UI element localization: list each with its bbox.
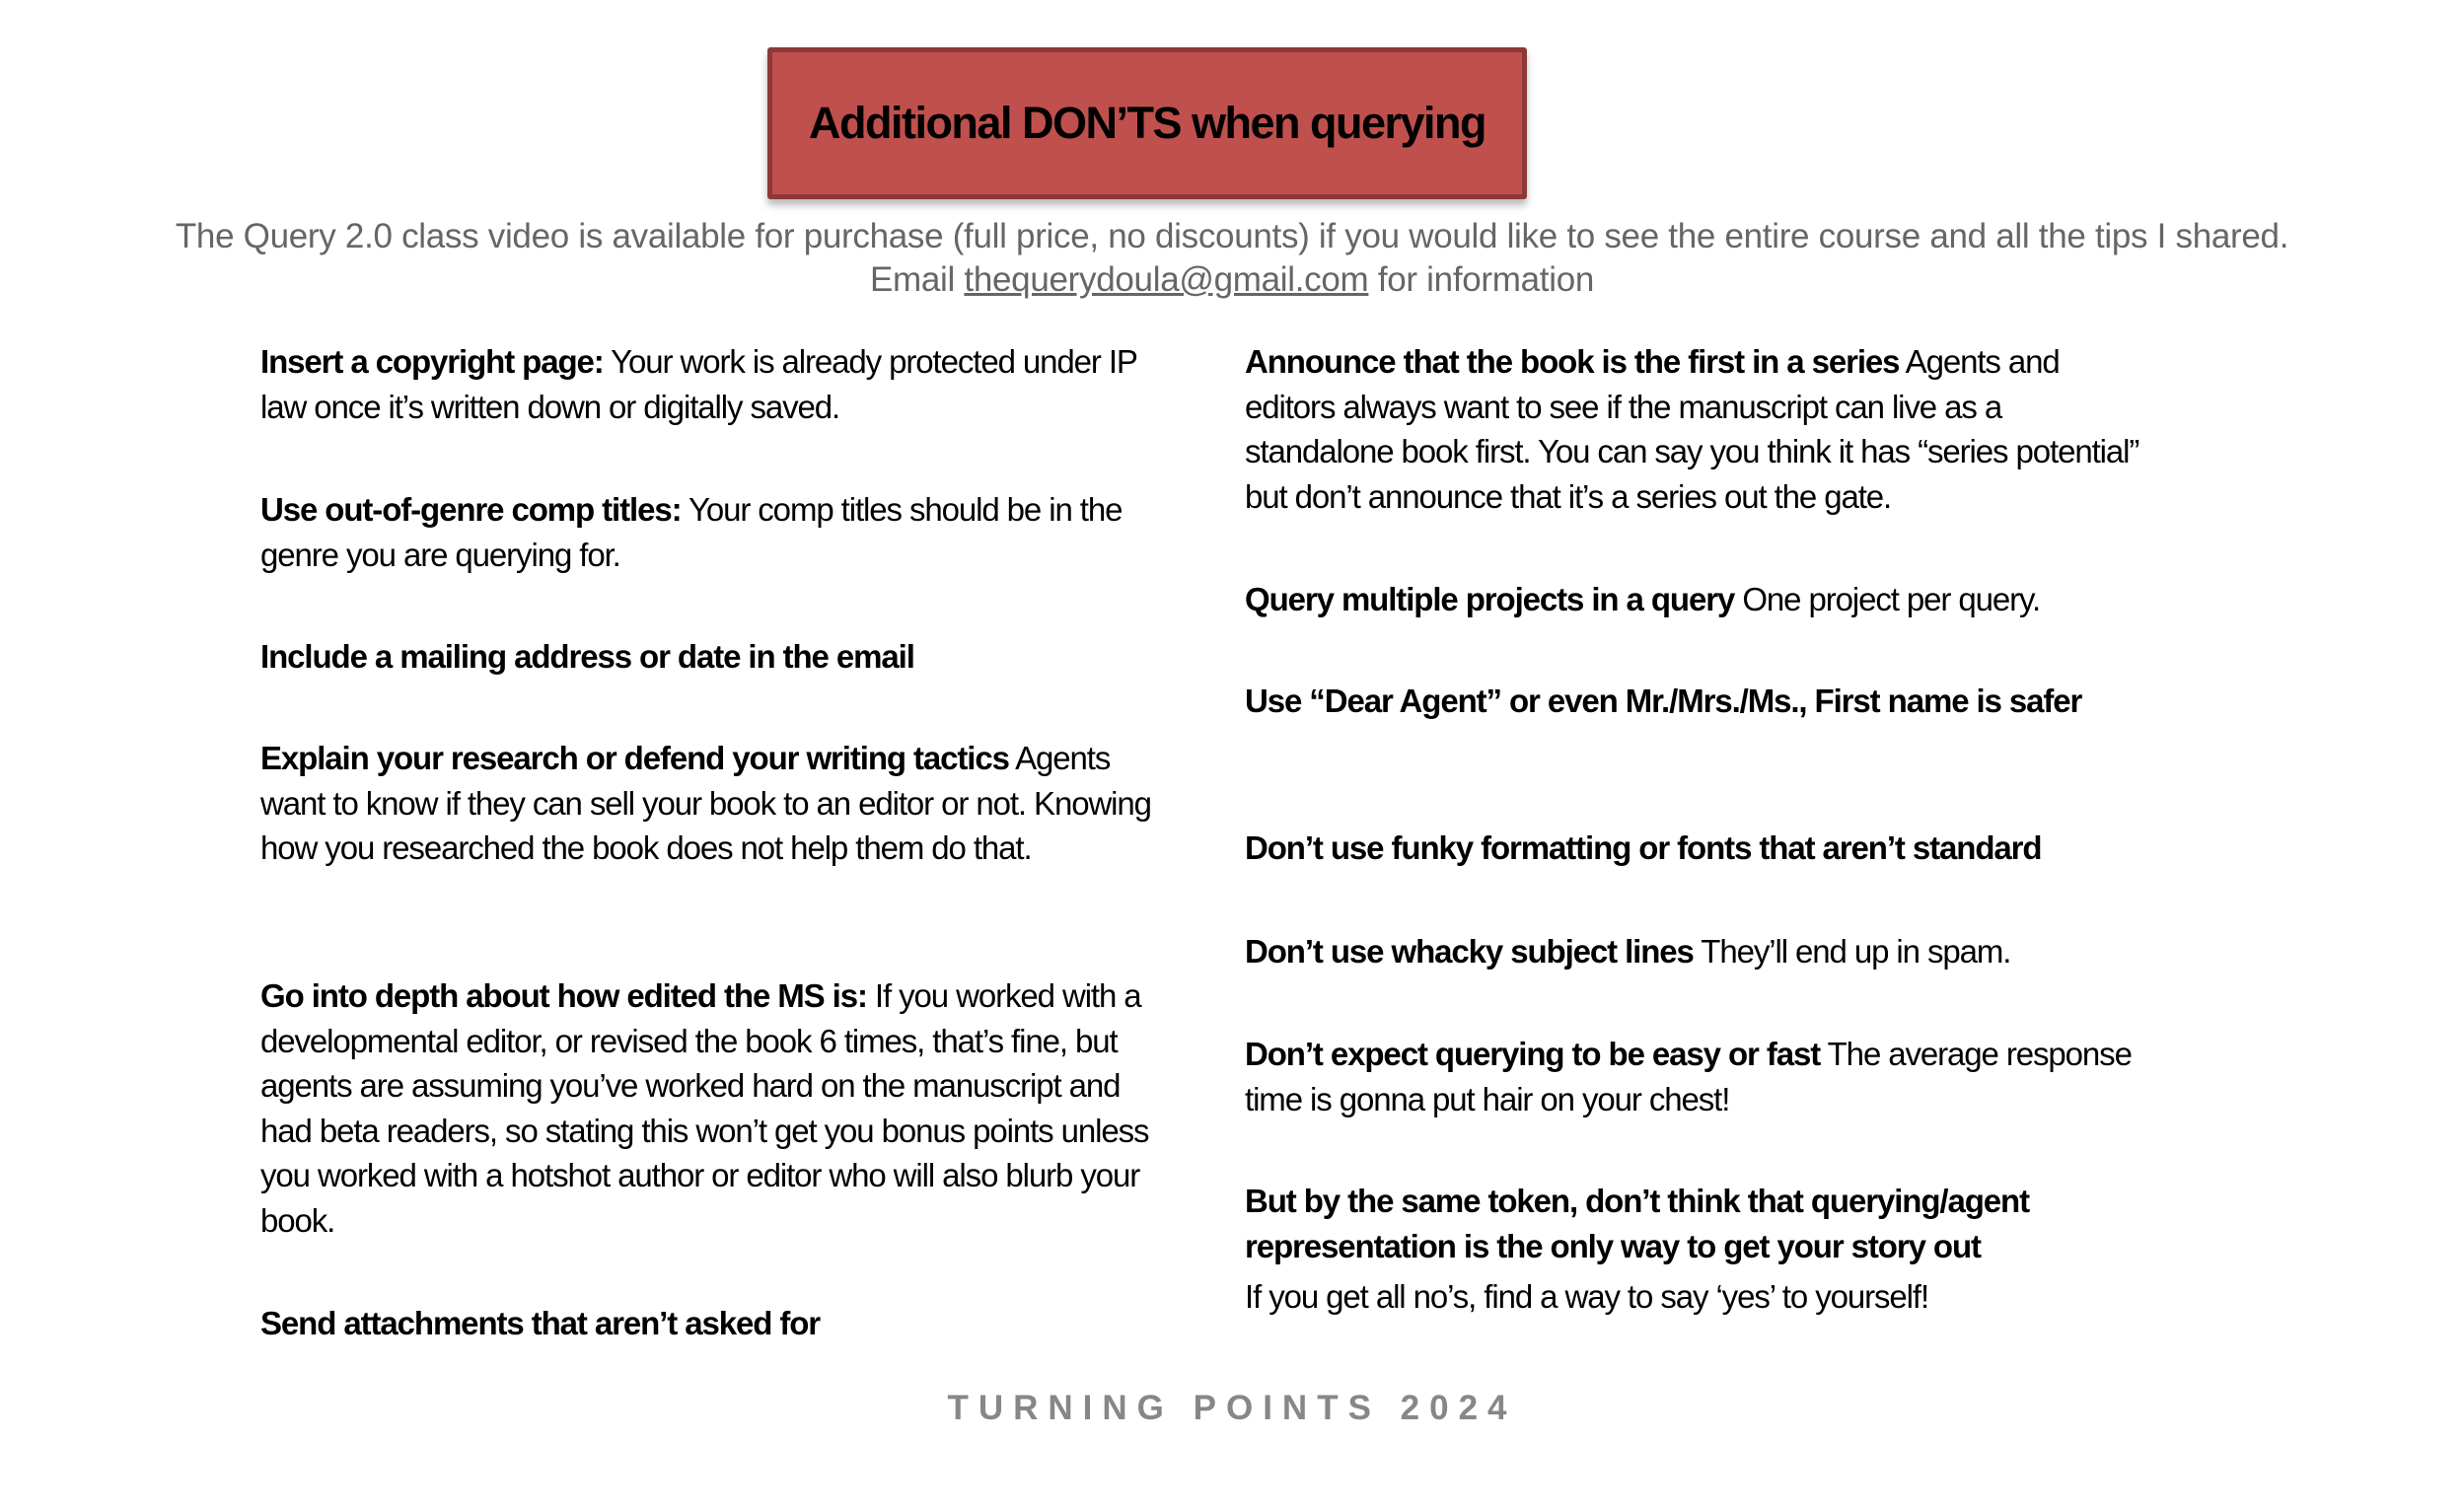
course-promo-text: The Query 2.0 class video is available for purchase (full price, no discounts) if you would like to see the entire course and all the tips I shared.: [175, 217, 2289, 255]
tip-lead: Explain your research or defend your writing tactics: [260, 740, 1009, 776]
tip-lead: Announce that the book is the first in a series: [1245, 343, 1900, 380]
email-link[interactable]: thequerydoula@gmail.com: [964, 260, 1369, 299]
tip-lead: Don’t use whacky subject lines: [1245, 933, 1694, 970]
tip-body: Your work is already protected under IP law once it’s written down or digitally saved.: [260, 343, 1137, 425]
tip-body: The average response time is gonna put hair on your chest!: [1245, 1036, 2132, 1117]
tip-lead: Include a mailing address or date in the email: [260, 638, 914, 675]
title-banner: [767, 47, 1527, 199]
tip-multiple-projects: [1245, 577, 2157, 622]
tip-series: [1245, 339, 2157, 519]
tip-attachments: [260, 1301, 1153, 1346]
tip-dear-agent: [1245, 679, 2157, 724]
tip-mailing-address: [260, 634, 1153, 680]
tip-lead: Query multiple projects in a query: [1245, 581, 1735, 617]
tip-lead: Send attachments that aren’t asked for: [260, 1305, 821, 1341]
tip-copyright-page: [260, 339, 1153, 429]
tip-editing-depth: [260, 973, 1153, 1243]
tip-body: Your comp titles should be in the genre you are querying for.: [260, 491, 1123, 573]
tip-body: If you worked with a developmental editor, or revised the book 6 times, that’s fine, but agents are assuming you’ve worked hard on the manuscript and had beta readers, so stating this won’t get you bonus points unless you worked with a hotshot author or editor who will also blurb your book.: [260, 977, 1149, 1239]
tip-subject-lines: [1245, 929, 2157, 974]
tip-explain-research: [260, 736, 1153, 871]
tip-lead: Go into depth about how edited the MS is:: [260, 977, 867, 1014]
tip-say-yes: [1245, 1274, 2157, 1320]
tip-lead: Use “Dear Agent” or even Mr./Mrs./Ms., First name is safer: [1245, 683, 2082, 719]
tip-other-paths: [1245, 1179, 2157, 1268]
tip-body: They’ll end up in spam.: [1693, 933, 2011, 970]
tip-funky-formatting: [1245, 826, 2157, 871]
contact-suffix: for information: [1368, 260, 1595, 299]
footer-brand: TURNING POINTS 2024: [947, 1389, 1517, 1427]
page-title: Additional DON’TS when querying: [808, 98, 1486, 148]
tip-comp-titles: [260, 487, 1153, 577]
tip-lead: Use out-of-genre comp titles:: [260, 491, 682, 528]
tip-body: One project per query.: [1734, 581, 2041, 617]
tip-body: Agents and editors always want to see if the manuscript can live as a standalone book first. You can say you think it has “series potential” but don’t announce that it’s a series out the gate.: [1245, 343, 2139, 515]
tip-body: If you get all no’s, find a way to say ‘yes’ to yourself!: [1245, 1278, 1929, 1315]
tip-body: Agents want to know if they can sell your book to an editor or not. Knowing how you researched the book does not help them do that.: [260, 740, 1151, 866]
tip-lead: Don’t use funky formatting or fonts that aren’t standard: [1245, 829, 2042, 866]
contact-line: [0, 258, 2464, 302]
tip-lead: But by the same token, don’t think that querying/agent representation is the only way to get your story out: [1245, 1183, 2029, 1264]
contact-prefix: Email: [869, 260, 965, 299]
tip-expectations: [1245, 1032, 2157, 1121]
tip-lead: Insert a copyright page:: [260, 343, 604, 380]
tip-lead: Don’t expect querying to be easy or fast: [1245, 1036, 1821, 1072]
